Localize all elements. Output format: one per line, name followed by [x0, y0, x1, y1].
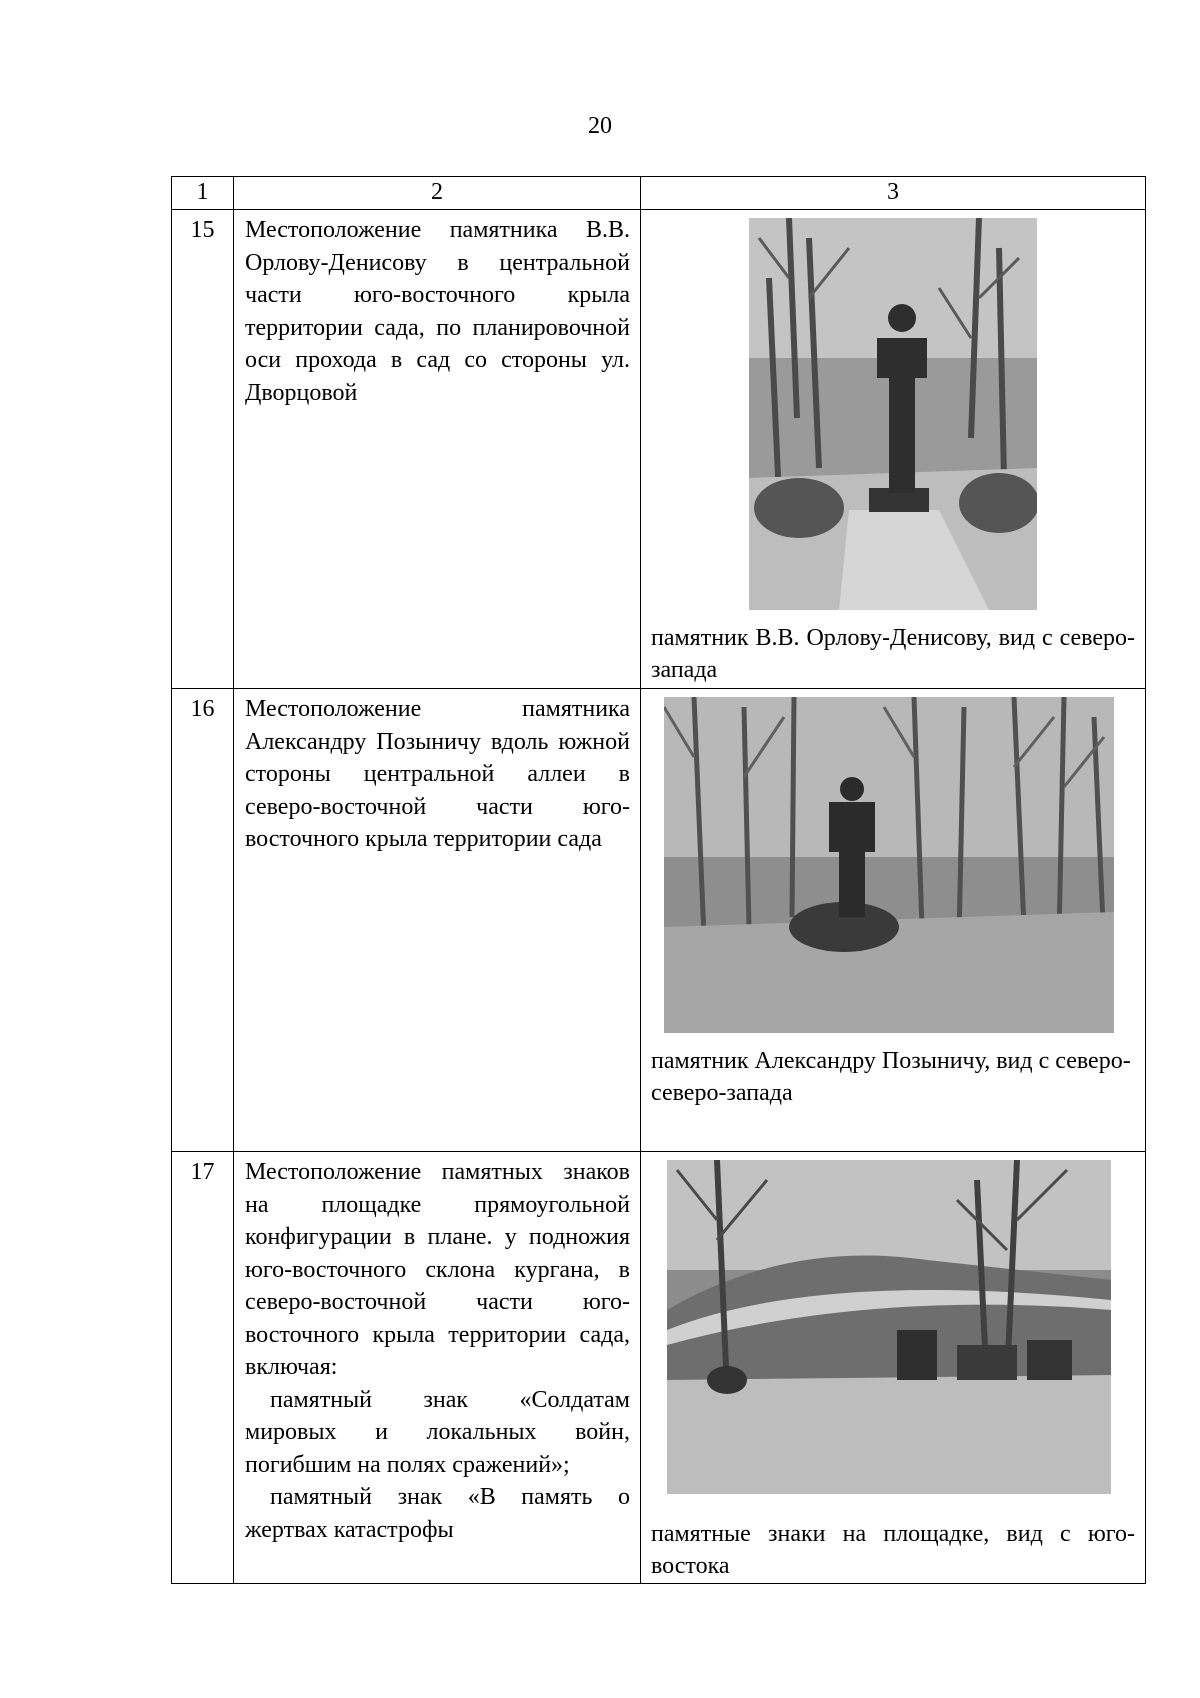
- photo-caption: памятник В.В. Орлову-Денисову, вид с северо-запада: [651, 625, 1135, 683]
- row-description: [234, 1152, 641, 1584]
- memorial-item: памятный знак «Солдатам мировых и локальных войн, погибшим на полях сражений»;: [245, 1386, 630, 1478]
- monument-photo-icon: [664, 697, 1114, 1033]
- description-text: Местоположение памятных знаков на площадке прямоугольной конфигурации в плане. у подножия юго-восточного склона кургана, в северо-восточной части юго-восточного крыла территории сада, включая:: [245, 1159, 630, 1380]
- header-col-2: 2: [234, 177, 641, 210]
- row-number: 15: [172, 210, 234, 689]
- photo-caption: памятник Александру Позыничу, вид с северо-северо-запада: [651, 1048, 1131, 1106]
- description-text: Местоположение памятника Александру Позыничу вдоль южной стороны центральной аллеи в северо-восточной части юго-восточного крыла территории сада: [245, 696, 630, 852]
- table-row: [172, 210, 1146, 689]
- monument-photo-icon: [749, 218, 1037, 610]
- header-col-3: 3: [641, 177, 1146, 210]
- photo-caption: памятные знаки на площадке, вид с юго-востока: [651, 1521, 1135, 1579]
- row-number: 17: [172, 1152, 234, 1584]
- header-col-1: 1: [172, 177, 234, 210]
- description-text: Местоположение памятника В.В. Орлову-Денисову в центральной части юго-восточного крыла территории сада, по планировочной оси прохода в сад со стороны ул. Дворцовой: [245, 217, 630, 406]
- table-header-row: [172, 177, 1146, 210]
- row-number: 16: [172, 689, 234, 1152]
- photo-cell: [641, 210, 1146, 689]
- row-description: [234, 210, 641, 689]
- page-number: 20: [588, 113, 612, 139]
- photo-cell: [641, 1152, 1146, 1584]
- memorial-signs-photo-icon: [667, 1160, 1111, 1494]
- table-row: [172, 689, 1146, 1152]
- memorial-item: памятный знак «В память о жертвах катастрофы: [245, 1484, 630, 1543]
- monuments-table: [171, 176, 1146, 1584]
- table-row: [172, 1152, 1146, 1584]
- row-description: [234, 689, 641, 1152]
- photo-cell: [641, 689, 1146, 1152]
